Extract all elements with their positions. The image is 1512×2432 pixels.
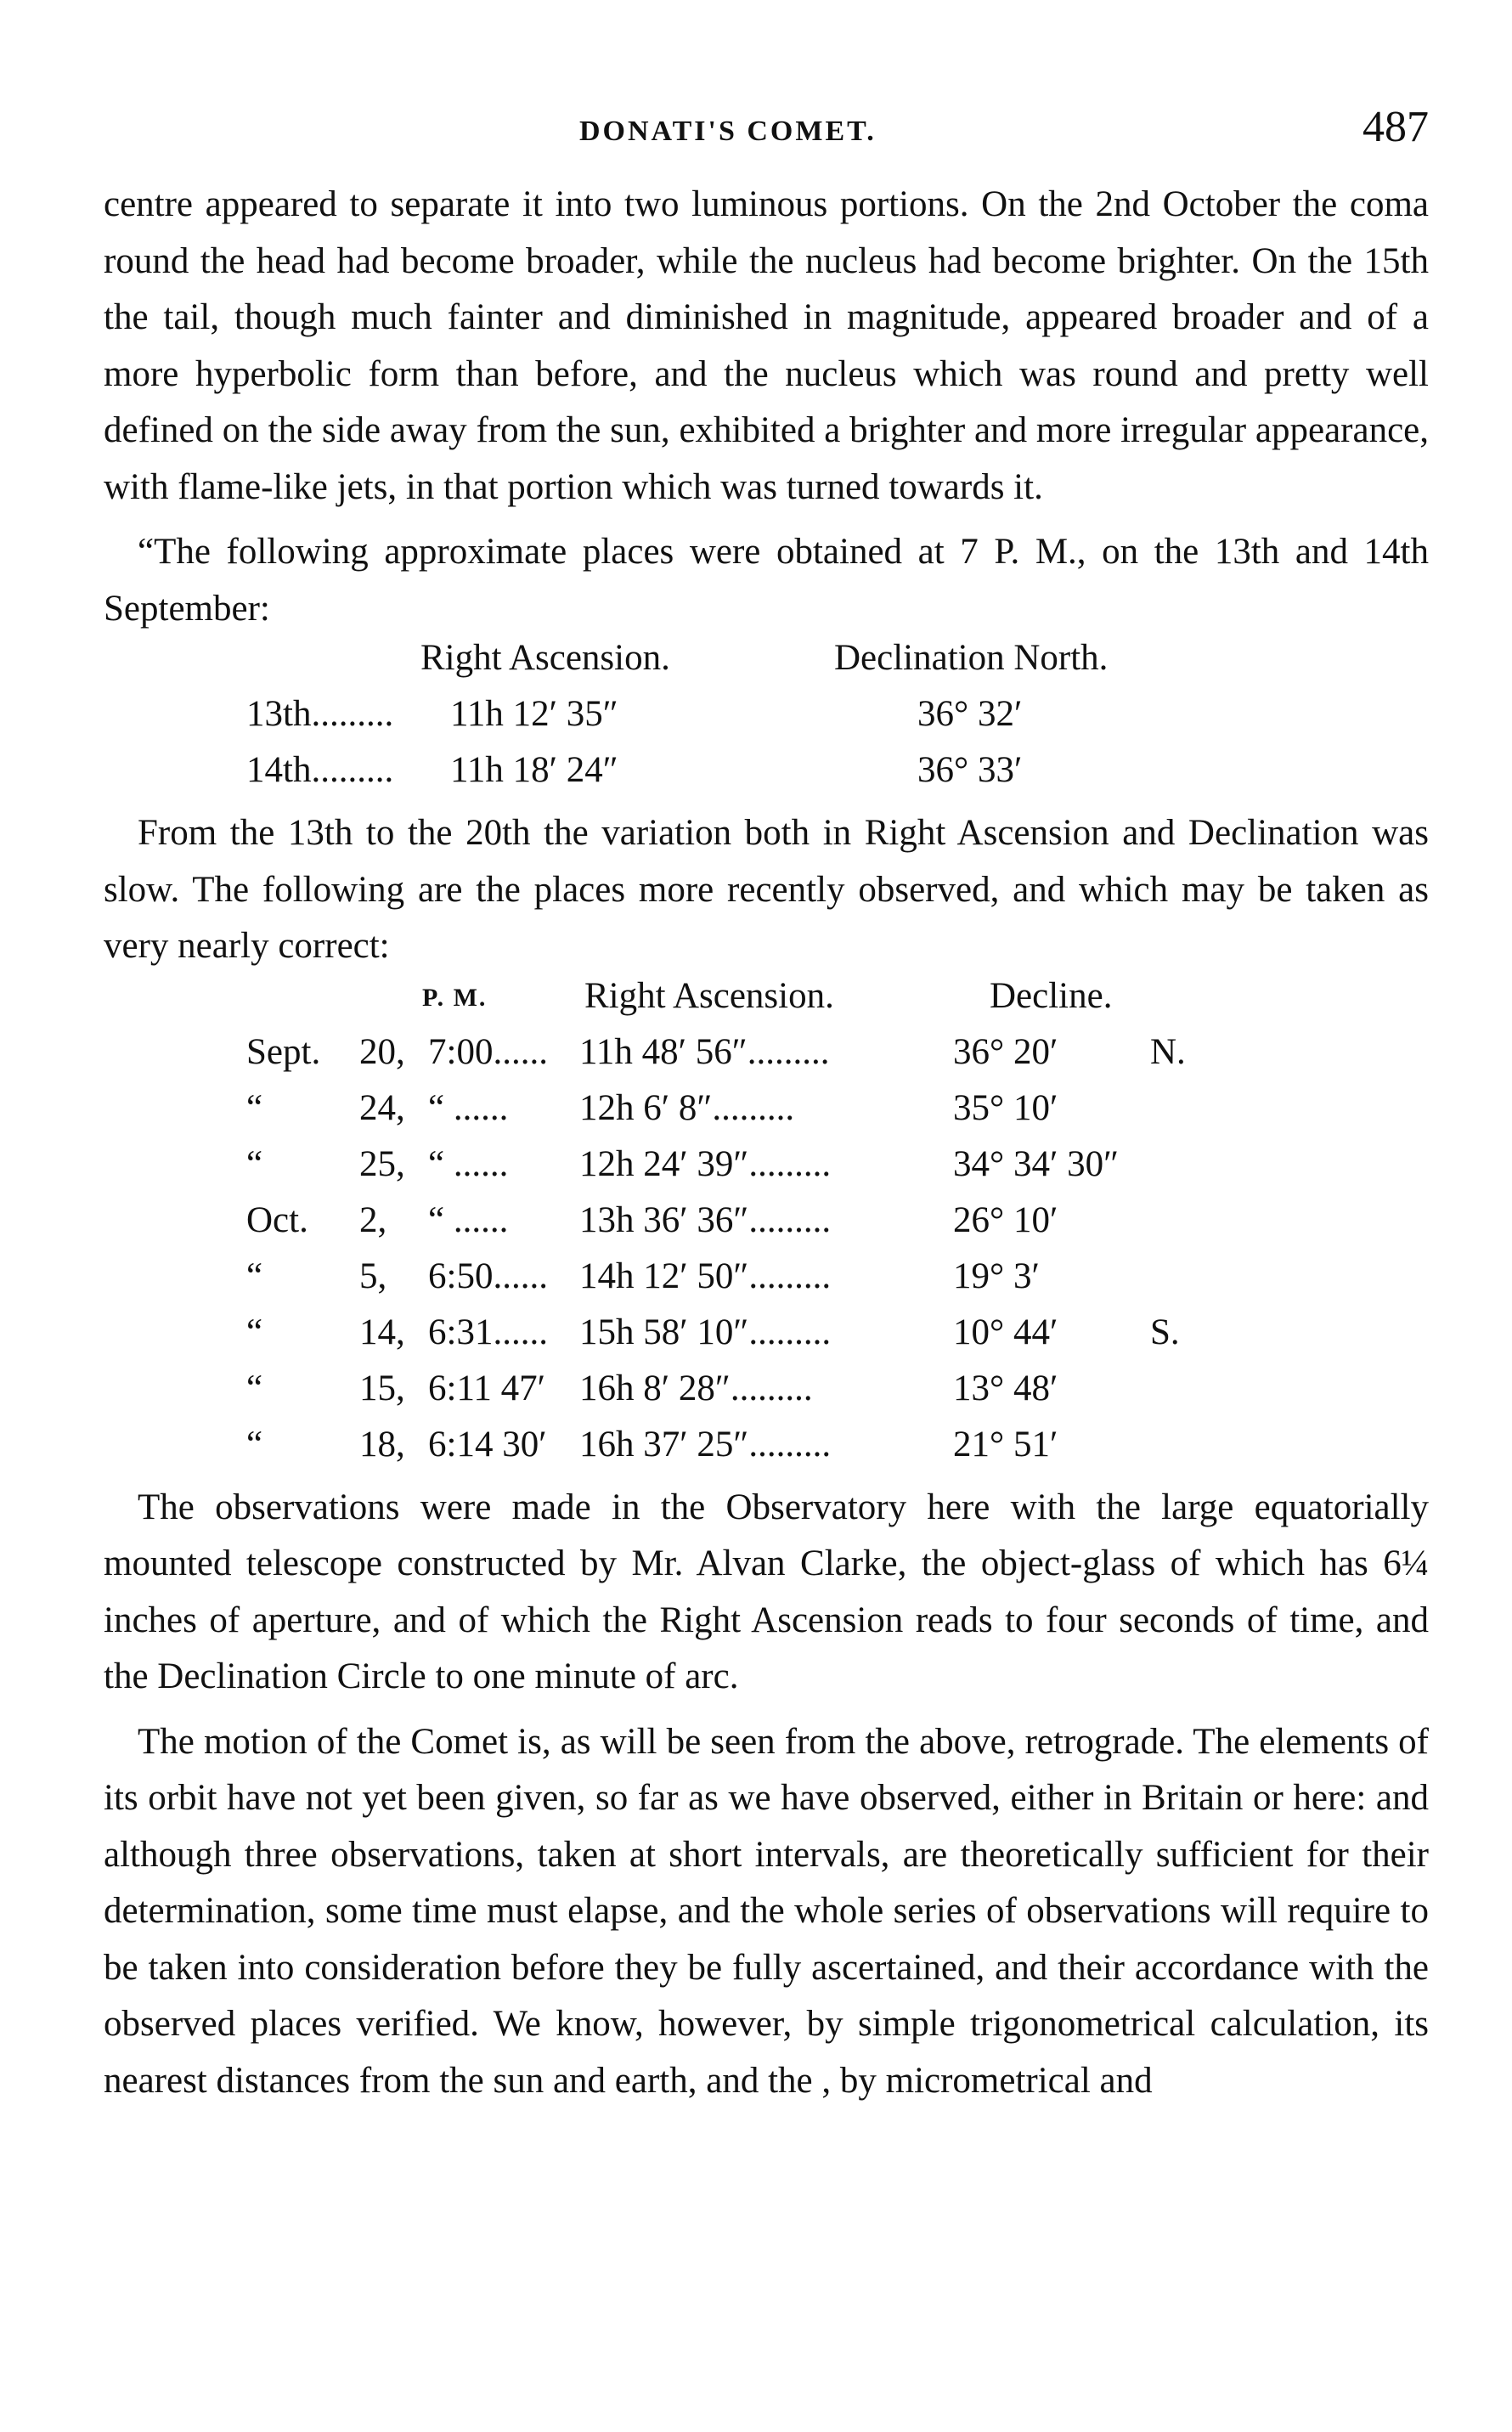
cell-decline: 10° 44′ [953, 1312, 1058, 1352]
cell-right-ascension: 12h 24′ 39″......... [579, 1143, 832, 1184]
cell-day: 20, [359, 1031, 405, 1072]
cell-time: 7:00...... [428, 1031, 548, 1072]
cell-day: 5, [359, 1255, 387, 1296]
cell-day: 2, [359, 1199, 387, 1240]
cell-north-south: N. [1150, 1031, 1186, 1072]
cell-month: Oct. [246, 1199, 308, 1240]
table-row [104, 1143, 1429, 1199]
cell-time: 6:31...... [428, 1312, 548, 1352]
page-number: 487 [1362, 103, 1429, 151]
paragraph: The motion of the Comet is, as will be seen from the above, retrograde. The elements of its orbit have not yet been given, so far as we have observed, either in Britain or here: and although three observations, taken at short intervals, are theoretically sufficient for their determination, some time must elapse, and the whole series of observations will require to be taken into consideration before they be fully ascertained, and their accordance with the observed places verified. We know, however, by simple trigonometrical calculation, its nearest distances from the sun and earth, and the , by micrometrical and [104, 1721, 1429, 2101]
cell-time: 6:50...... [428, 1255, 548, 1296]
cell-right-ascension: 16h 8′ 28″......... [579, 1368, 813, 1408]
book-page [104, 100, 1429, 2109]
column-header-pm: P. M. [422, 983, 488, 1012]
table-header-row [104, 637, 1429, 693]
table-row [104, 1199, 1429, 1255]
table-row [104, 1031, 1429, 1087]
table-row [104, 1255, 1429, 1312]
cell-decline: 21° 51′ [953, 1424, 1058, 1464]
cell-north-south: S. [1150, 1312, 1180, 1352]
cell-date: 13th......... [246, 694, 394, 734]
cell-time: “ ...... [428, 1143, 509, 1184]
cell-month: “ [246, 1424, 263, 1464]
cell-date: 14th......... [246, 750, 394, 790]
cell-right-ascension: 11h 12′ 35″ [450, 694, 618, 734]
cell-decline: 36° 20′ [953, 1031, 1058, 1072]
paragraph: centre appeared to separate it into two luminous portions. On the 2nd October the coma round the head had become broader, while the nucleus had become brighter. On the 15th the tail, though much fainter and diminished in magnitude, appeared broader and of a more hyperbolic form than before, and the nucleus which was round and pretty well defined on the side away from the sun, exhibited a brighter and more irregular appearance, with flame-like jets, in that portion which was turned towards it. [104, 184, 1429, 507]
column-header-right-ascension: Right Ascension. [420, 638, 670, 678]
cell-month: “ [246, 1368, 263, 1408]
cell-decline: 34° 34′ 30″ [953, 1143, 1120, 1184]
column-header-decline: Decline. [990, 975, 1113, 1016]
table-row [104, 1312, 1429, 1368]
cell-decline: 35° 10′ [953, 1087, 1058, 1128]
cell-time: “ ...... [428, 1087, 509, 1128]
table-row [104, 1424, 1429, 1480]
table-row [104, 693, 1429, 749]
column-header-right-ascension: Right Ascension. [584, 975, 834, 1016]
approximate-places-table [104, 637, 1429, 805]
cell-month: “ [246, 1312, 263, 1352]
paragraph: “The following approximate places were obtained at 7 P. M., on the 13th and 14th September: [104, 532, 1429, 629]
cell-right-ascension: 12h 6′ 8″......... [579, 1087, 795, 1128]
cell-right-ascension: 15h 58′ 10″......... [579, 1312, 832, 1352]
page-header [104, 100, 1429, 177]
cell-right-ascension: 11h 48′ 56″......... [579, 1031, 830, 1072]
cell-month: “ [246, 1143, 263, 1184]
paragraph: From the 13th to the 20th the variation both in Right Ascension and Declination was slow. The following are the places more recently observed, and which may be taken as very nearly correct: [104, 813, 1429, 966]
cell-month: “ [246, 1255, 263, 1296]
table-row [104, 1368, 1429, 1424]
cell-right-ascension: 14h 12′ 50″......... [579, 1255, 832, 1296]
cell-decline: 26° 10′ [953, 1199, 1058, 1240]
cell-declination: 36° 32′ [917, 694, 1023, 734]
table-header-row [104, 975, 1429, 1031]
observed-places-table [104, 975, 1429, 1480]
cell-month: Sept. [246, 1031, 321, 1072]
cell-decline: 19° 3′ [953, 1255, 1040, 1296]
column-header-declination: Declination North. [834, 638, 1109, 678]
cell-right-ascension: 11h 18′ 24″ [450, 750, 618, 790]
table-row [104, 1087, 1429, 1143]
cell-time: “ ...... [428, 1199, 509, 1240]
table-row [104, 749, 1429, 805]
cell-time: 6:14 30′ [428, 1424, 547, 1464]
cell-declination: 36° 33′ [917, 750, 1023, 790]
running-title: DONATI'S COMET. [579, 116, 877, 147]
cell-time: 6:11 47′ [428, 1368, 546, 1408]
paragraph: The observations were made in the Observatory here with the large equatorially mounted telescope constructed by Mr. Alvan Clarke, the object-glass of which has 6¼ inches of aperture, and of which the Right Ascension reads to four seconds of time, and the Declination Circle to one minute of arc. [104, 1487, 1429, 1696]
cell-day: 14, [359, 1312, 405, 1352]
cell-day: 24, [359, 1087, 405, 1128]
cell-day: 25, [359, 1143, 405, 1184]
cell-day: 15, [359, 1368, 405, 1408]
cell-month: “ [246, 1087, 263, 1128]
cell-day: 18, [359, 1424, 405, 1464]
cell-decline: 13° 48′ [953, 1368, 1058, 1408]
cell-right-ascension: 13h 36′ 36″......... [579, 1199, 832, 1240]
cell-right-ascension: 16h 37′ 25″......... [579, 1424, 832, 1464]
